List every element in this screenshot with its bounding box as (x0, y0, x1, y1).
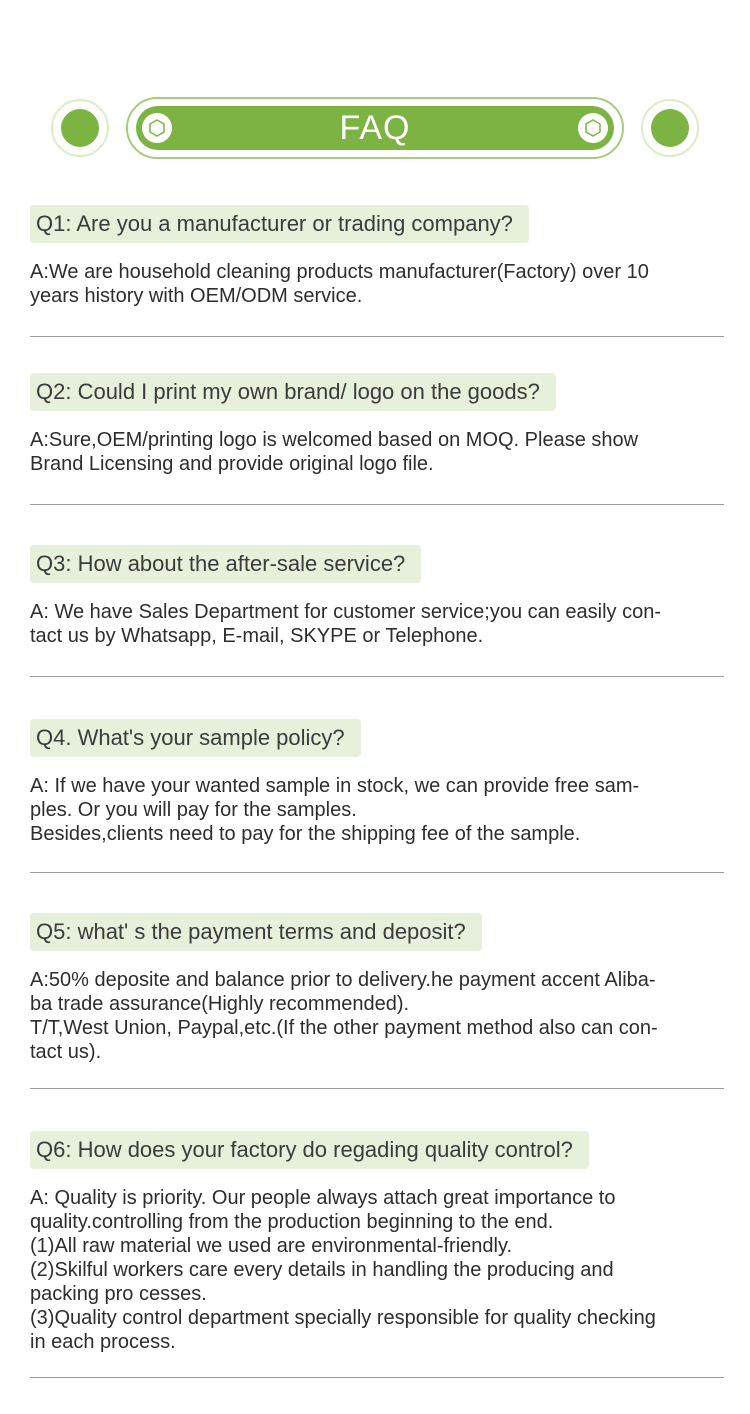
question-5: Q5: what' s the payment terms and deposit? (30, 913, 482, 951)
divider (30, 1377, 724, 1378)
question-1: Q1: Are you a manufacturer or trading company? (30, 205, 529, 243)
answer-line: tact us by Whatsapp, E-mail, SKYPE or Telephone. (30, 625, 484, 647)
divider (30, 676, 724, 677)
answer-1 (30, 260, 724, 308)
answer-line: A:We are household cleaning products manufacturer(Factory) over 10 (30, 261, 649, 283)
divider (30, 336, 724, 337)
divider (30, 872, 724, 873)
answer-3 (30, 600, 724, 648)
faq-banner-graphic (0, 0, 750, 190)
answer-line: A: If we have your wanted sample in stock, we can provide free sam- (30, 775, 640, 797)
answer-line: ples. Or you will pay for the samples. (30, 799, 357, 821)
divider (30, 1088, 724, 1089)
answer-line: A:50% deposite and balance prior to delivery.he payment accent Aliba- (30, 969, 656, 991)
question-6: Q6: How does your factory do regading quality control? (30, 1131, 589, 1169)
answer-line: (3)Quality control department specially responsible for quality checking (30, 1307, 656, 1329)
answer-line: T/T,West Union, Paypal,etc.(If the other payment method also can con- (30, 1017, 658, 1039)
answer-line: Brand Licensing and provide original logo file. (30, 453, 434, 475)
answer-line: packing pro cesses. (30, 1283, 207, 1305)
answer-line: tact us). (30, 1041, 102, 1063)
answer-line: years history with OEM/ODM service. (30, 285, 363, 307)
answer-line: A:Sure,OEM/printing logo is welcomed based on MOQ. Please show (30, 429, 639, 451)
answer-line: A: We have Sales Department for customer service;you can easily con- (30, 601, 662, 623)
answer-6 (30, 1186, 724, 1354)
answer-line: quality.controlling from the production beginning to the end. (30, 1211, 554, 1233)
question-2: Q2: Could I print my own brand/ logo on the goods? (30, 373, 556, 411)
question-3: Q3: How about the after-sale service? (30, 545, 421, 583)
answer-4 (30, 774, 724, 846)
question-4: Q4. What's your sample policy? (30, 719, 361, 757)
faq-header (0, 0, 750, 190)
divider (30, 504, 724, 505)
answer-line: (1)All raw material we used are environmental-friendly. (30, 1235, 513, 1257)
answer-line: ba trade assurance(Highly recommended). (30, 993, 410, 1015)
answer-line: (2)Skilful workers care every details in handling the producing and (30, 1259, 614, 1281)
answer-5 (30, 968, 724, 1064)
answer-line: in each process. (30, 1331, 176, 1353)
answer-2 (30, 428, 724, 476)
answer-line: Besides,clients need to pay for the shipping fee of the sample. (30, 823, 581, 845)
answer-line: A: Quality is priority. Our people always attach great importance to (30, 1187, 616, 1209)
page-title: FAQ (339, 109, 411, 147)
